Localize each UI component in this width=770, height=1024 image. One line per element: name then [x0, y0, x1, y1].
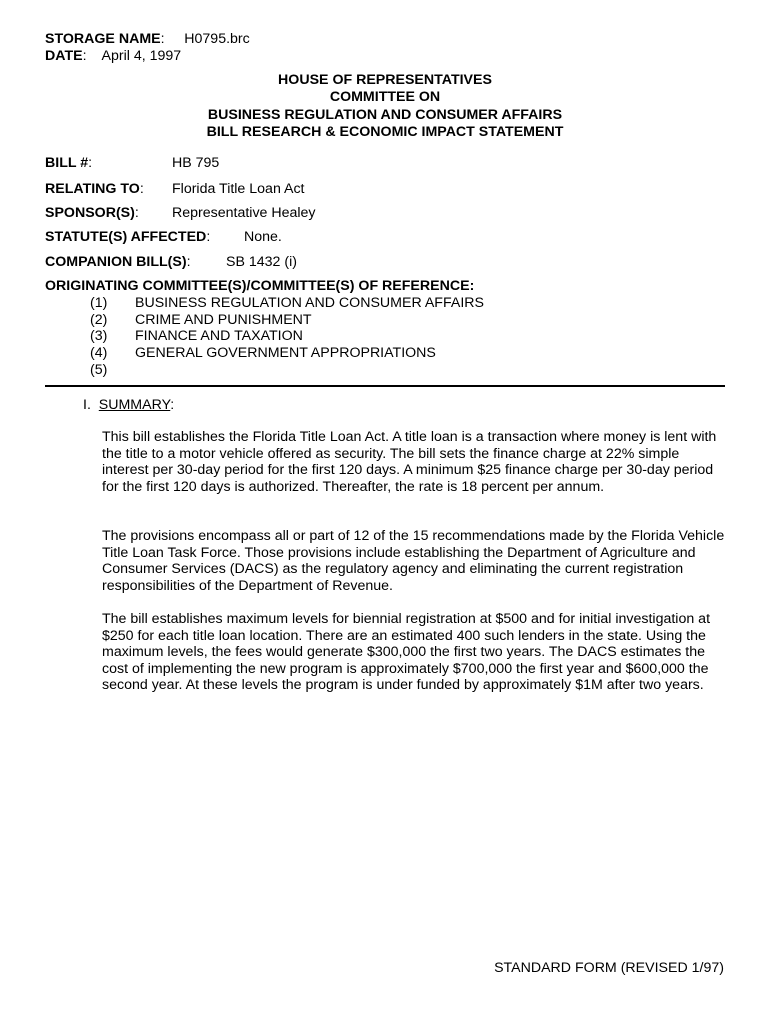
summary-heading: I. SUMMARY:: [83, 397, 175, 413]
relating-to-label: RELATING TO: [45, 181, 140, 197]
committee-name: BUSINESS REGULATION AND CONSUMER AFFAIRS: [135, 294, 484, 311]
sponsor-label: SPONSOR(S): [45, 205, 135, 221]
companion-bill-value: SB 1432 (i): [226, 254, 297, 270]
committee-item: [45, 312, 474, 329]
section-divider: [45, 385, 725, 387]
summary-numeral: I.: [83, 397, 91, 413]
relating-to-field: RELATING TO: Florida Title Loan Act: [45, 181, 305, 197]
committee-number: (2): [90, 311, 108, 328]
committee-name: GENERAL GOVERNMENT APPROPRIATIONS: [135, 345, 436, 362]
committee-name: FINANCE AND TAXATION: [135, 328, 303, 345]
form-footer: STANDARD FORM (REVISED 1/97): [494, 960, 724, 976]
date-value: April 4, 1997: [101, 47, 182, 64]
statutes-affected-field: STATUTE(S) AFFECTED: None.: [45, 229, 282, 245]
committees-of-reference: [45, 278, 484, 379]
committees-title: ORIGINATING COMMITTEE(S)/COMMITTEE(S) OF REFERENCE: [45, 278, 470, 294]
bill-number-value: HB 795: [172, 155, 220, 171]
heading-line-committee-name: BUSINESS REGULATION AND CONSUMER AFFAIRS: [207, 106, 563, 123]
storage-name-label: STORAGE NAME: [45, 31, 161, 47]
committee-item: [45, 328, 474, 345]
summary-title: SUMMARY: [98, 397, 171, 413]
heading-line-committee: COMMITTEE ON: [329, 89, 441, 106]
committee-item: [45, 294, 484, 312]
committee-item: [45, 345, 474, 362]
committee-number: (3): [90, 328, 108, 345]
summary-paragraph-2: The provisions encompass all or part of 12 of the 15 recommendations made by the Florida Vehicle Title Loan Task Force. Those provisions include establishing the Department of Agriculture and Consumer Services (DACS) as the regulatory agency and eliminating the current registration responsibilities of the Department of Revenue.: [102, 528, 725, 594]
committee-number: (4): [90, 345, 108, 362]
committee-number: (5): [90, 361, 108, 378]
date-label: DATE: [45, 47, 83, 64]
bill-number-label: BILL #: [45, 155, 89, 171]
storage-name-value: H0795.brc: [184, 31, 250, 47]
bill-number-field: BILL #: HB 795: [45, 155, 220, 171]
statutes-affected-value: None.: [244, 229, 282, 245]
sponsor-field: SPONSOR(S): Representative Healey: [45, 205, 316, 221]
heading-line-statement-type: BILL RESEARCH & ECONOMIC IMPACT STATEMENT: [206, 123, 564, 140]
companion-bill-label: COMPANION BILL(S): [45, 254, 187, 270]
companion-bill-field: COMPANION BILL(S): SB 1432 (i): [45, 254, 297, 270]
summary-paragraph-3: The bill establishes maximum levels for biennial registration at $500 and for initial investigation at $250 for each title loan location. There are an estimated 400 such lenders in the state. Using the maximum levels, the fees would generate $300,000 the first two years. The DACS estimates the cost of implementing the new program is approximately $700,000 the first year and $600,000 the second year. At these levels the program is under funded by approximately $1M after two years.: [102, 611, 711, 694]
document-heading: [45, 72, 725, 141]
date-row: DATE: April 4, 1997: [45, 47, 182, 64]
relating-to-value: Florida Title Loan Act: [172, 181, 305, 197]
sponsor-value: Representative Healey: [172, 205, 316, 221]
committee-list: [45, 294, 484, 379]
committee-number: (1): [90, 294, 108, 311]
committee-item: [45, 362, 474, 379]
statutes-affected-label: STATUTE(S) AFFECTED: [45, 229, 207, 245]
storage-name-row: STORAGE NAME: H0795.brc: [45, 31, 250, 47]
summary-paragraph-1: This bill establishes the Florida Title Loan Act. A title loan is a transaction where money is lent with the title to a motor vehicle offered as security. The bill sets the finance charge at 22% simple interest per 30-day period for the first 120 days. A minimum $25 finance charge per 30-day period for the first 120 days is authorized. Thereafter, the rate is 18 percent per annum.: [102, 429, 717, 495]
storage-block: [45, 31, 250, 64]
heading-line-house: HOUSE OF REPRESENTATIVES: [278, 72, 492, 88]
committee-name: CRIME AND PUNISHMENT: [135, 311, 312, 328]
committees-title-row: ORIGINATING COMMITTEE(S)/COMMITTEE(S) OF REFERENCE:: [45, 278, 475, 294]
